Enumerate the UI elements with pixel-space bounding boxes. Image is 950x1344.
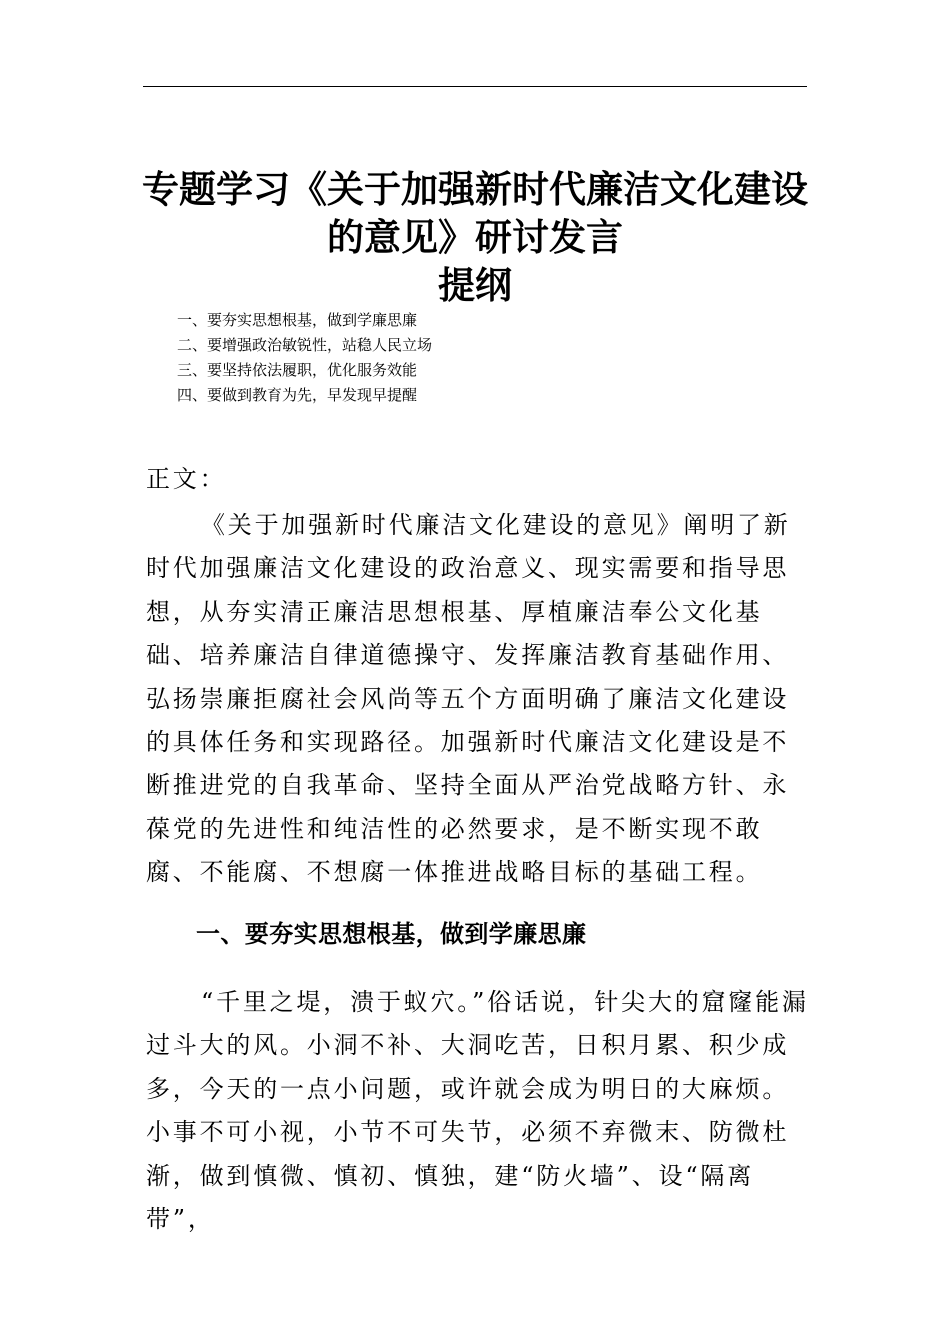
outline-list <box>177 308 432 408</box>
body-label: 正文： <box>146 465 227 493</box>
outline-item: 一、要夯实思想根基，做到学廉思廉 <box>177 311 418 329</box>
intro-paragraph: 《关于加强新时代廉洁文化建设的意见》阐明了新时代加强廉洁文化建设的政治意义、现实需要和指导思想，从夯实清正廉洁思想根基、厚植廉洁奉公文化基础、培养廉洁自律道德操守、发挥廉洁教育基础作用、弘扬崇廉拒腐社会风尚等五个方面明确了廉洁文化建设的具体任务和实现路径。加强新时代廉洁文化建设是不断推进党的自我革命、坚持全面从严治党战略方针、永葆党的先进性和纯洁性的必然要求，是不断实现不敢腐、不能腐、不想腐一体推进战略目标的基础工程。 <box>146 511 791 887</box>
header-rule <box>143 86 807 87</box>
outline-item: 二、要增强政治敏锐性，站稳人民立场 <box>177 336 433 354</box>
document-title-line-2: 的意见》研讨发言 <box>327 216 623 259</box>
outline-item: 三、要坚持依法履职，优化服务效能 <box>177 361 418 379</box>
section-heading-1: 一、要夯实思想根基，做到学廉思廉 <box>196 920 587 948</box>
section-1-paragraph: “千里之堤，溃于蚁穴。”俗话说，针尖大的窟窿能漏过斗大的风。小洞不补、大洞吃苦，日积月累、积少成多，今天的一点小问题，或许就会成为明日的大麻烦。小事不可小视，小节不可失节，必须不弃微末、防微杜渐，做到慎微、慎初、慎独，建“防火墙”、设“隔离带”， <box>146 988 809 1234</box>
outline-item: 四、要做到教育为先，早发现早提醒 <box>177 386 418 404</box>
document-title-line-1: 专题学习《关于加强新时代廉洁文化建设 <box>142 168 808 211</box>
document-title-line-3: 提纲 <box>438 264 512 307</box>
